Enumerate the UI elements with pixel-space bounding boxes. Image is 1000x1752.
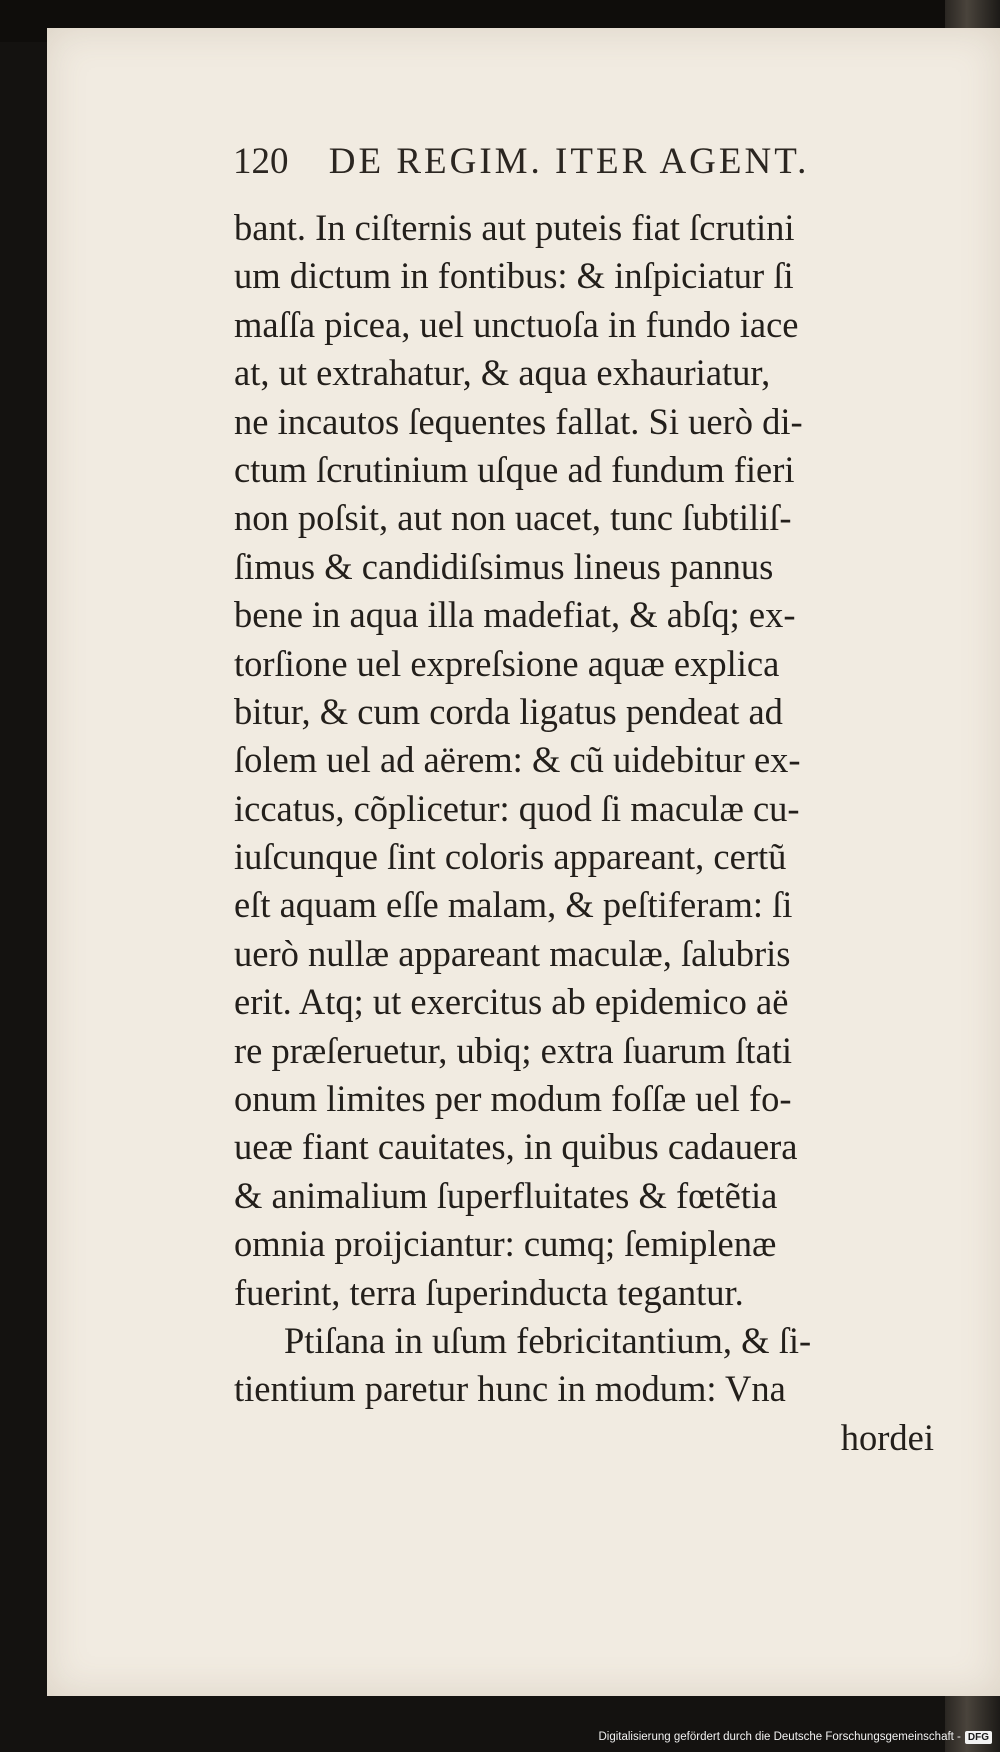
text-line: & animalium ſuperfluitates & fœtẽtia: [234, 1174, 778, 1216]
paragraph-start-line: Ptiſana in uſum febricitantium, & ſi-: [284, 1319, 812, 1361]
credit-text: Digitalisierung gefördert durch die Deutsche Forschungsgemeinschaft -: [598, 1731, 961, 1743]
dfg-logo: DFG: [965, 1731, 992, 1744]
text-line: omnia proijciantur: cumq; ſemiplenæ: [234, 1223, 777, 1265]
body-text: [234, 204, 954, 1462]
text-line: ne incautos ſequentes fallat. Si uerò di-: [234, 400, 803, 442]
running-head-title: DE REGIM. ITER AGENT.: [328, 141, 810, 182]
text-line: eſt aquam eſſe malam, & peſtiferam: ſi: [234, 884, 793, 926]
text-line: bant. In ciſternis aut puteis fiat ſcrutini: [234, 207, 795, 248]
text-line: ſolem uel ad aërem: & cũ uidebitur ex-: [234, 739, 801, 781]
text-line: uerò nullæ appareant maculæ, ſalubris: [234, 932, 791, 974]
text-line: ctum ſcrutinium uſque ad fundum fieri: [234, 448, 795, 490]
text-line: erit. Atq; ut exercitus ab epidemico aë: [234, 981, 789, 1023]
catchword: hordei: [840, 1416, 934, 1458]
text-line: bitur, & cum corda ligatus pendeat ad: [234, 690, 783, 732]
digitization-credit: [598, 1729, 992, 1745]
page-number: 120: [233, 141, 289, 182]
text-line: um dictum in fontibus: & inſpiciatur ſi: [234, 255, 794, 297]
text-line: tientium paretur hunc in modum: Vna: [234, 1368, 786, 1410]
text-line: maſſa picea, uel unctuoſa in fundo iace: [234, 303, 799, 345]
running-head: [233, 140, 933, 200]
text-line: torſione uel expreſsione aquæ explica: [234, 642, 780, 684]
text-line: at, ut extrahatur, & aqua exhauriatur,: [234, 352, 771, 394]
book-page: [47, 28, 1000, 1696]
text-line: ſimus & candidiſsimus lineus pannus: [234, 545, 774, 587]
text-line: re præſeruetur, ubiq; extra ſuarum ſtati: [234, 1029, 793, 1071]
text-line: non poſsit, aut non uacet, tunc ſubtiliſ-: [234, 497, 792, 539]
text-line: fuerint, terra ſuperinducta tegantur.: [234, 1271, 744, 1313]
text-line: iuſcunque ſint coloris appareant, certũ: [234, 836, 787, 878]
text-line: iccatus, cõplicetur: quod ſi maculæ cu-: [234, 787, 800, 829]
text-line: ueæ fiant cauitates, in quibus cadauera: [234, 1126, 798, 1168]
text-line: bene in aqua illa madefiat, & abſq; ex-: [234, 594, 796, 636]
text-line: onum limites per modum foſſæ uel fo-: [234, 1078, 792, 1120]
